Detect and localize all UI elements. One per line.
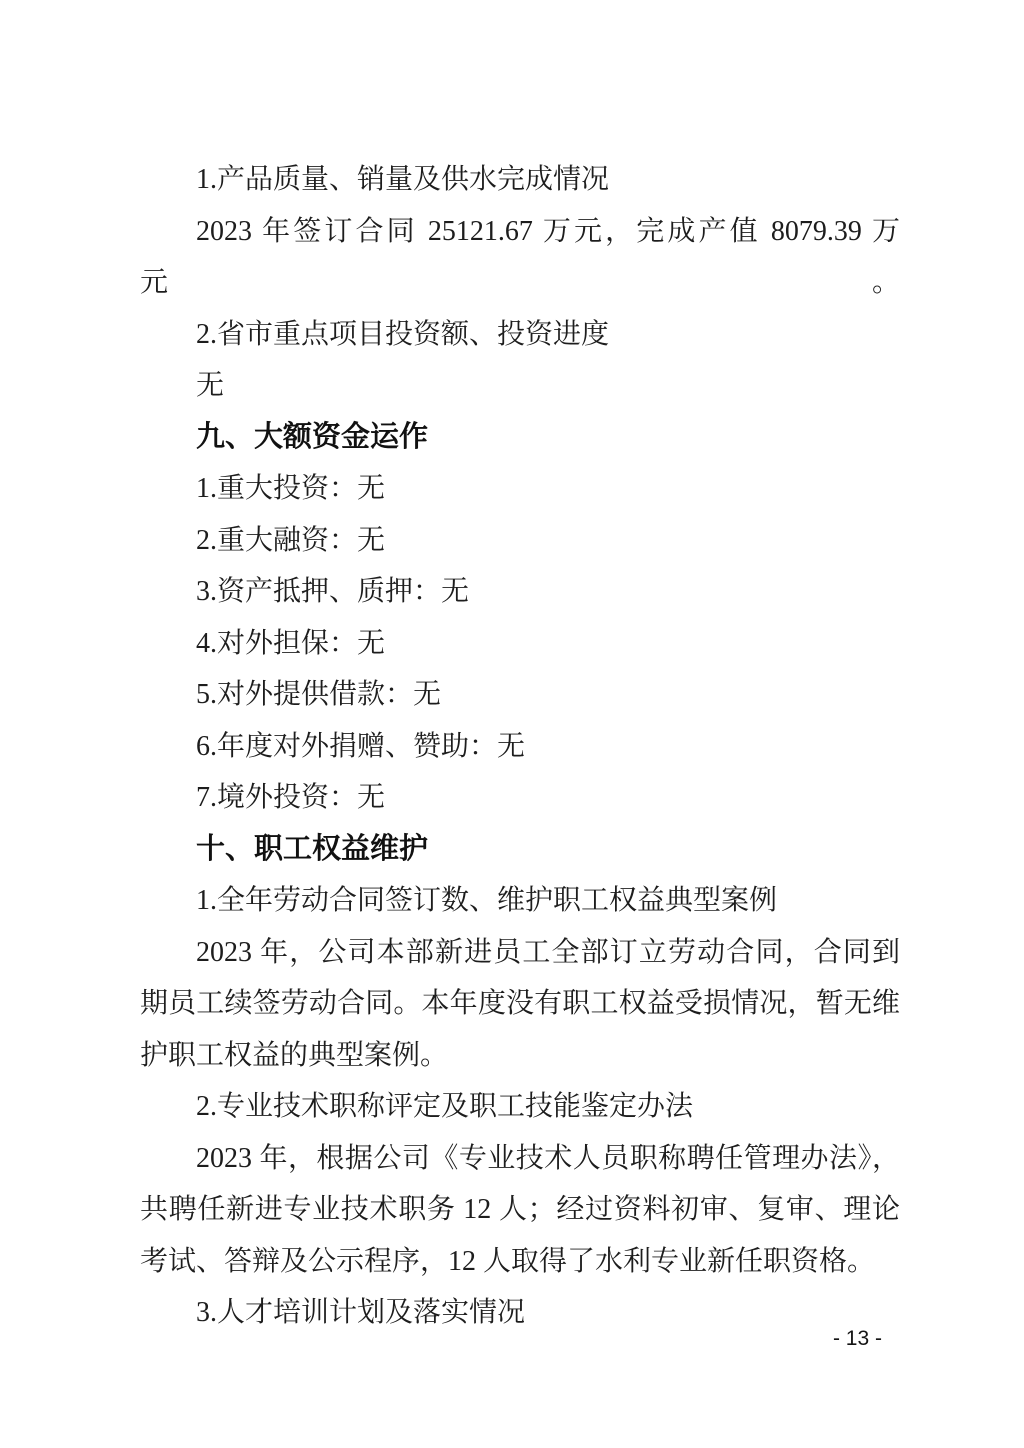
list-item: 1.重大投资：无 [196, 473, 386, 504]
paragraph-line: 考试、答辩及公示程序，12 人取得了水利专业新任职资格。 [140, 1245, 876, 1277]
section-heading: 十、职工权益维护 [196, 832, 429, 865]
paragraph-line: 2.专业技术职称评定及职工技能鉴定办法 [196, 1091, 694, 1122]
list-item: 6.年度对外捐赠、赞助：无 [196, 730, 526, 762]
list-item: 3.资产抵押、质押：无 [196, 576, 470, 607]
paragraph-line: 护职工权益的典型案例。 [140, 1039, 449, 1071]
paragraph-line: 期员工续签劳动合同。本年度没有职工权益受损情况，暂无维 [140, 988, 900, 1019]
list-item: 7.境外投资：无 [196, 782, 386, 813]
list-item: 2.重大融资：无 [196, 524, 386, 556]
paragraph-line: 1.产品质量、销量及供水完成情况 [196, 164, 610, 195]
paragraph-line: 1.全年劳动合同签订数、维护职工权益典型案例 [196, 885, 778, 916]
paragraph-line: 2.省市重点项目投资额、投资进度 [196, 318, 610, 350]
paragraph-line: 2023 年，根据公司《专业技术人员职称聘任管理办法》， [196, 1142, 900, 1174]
list-item: 4.对外担保：无 [196, 627, 386, 659]
section-heading: 九、大额资金运作 [196, 420, 429, 453]
page-number: - 13 - [832, 1327, 882, 1350]
paragraph-line: 2023 年，公司本部新进员工全部订立劳动合同，合同到 [196, 936, 900, 968]
paragraph-line: 2023 年签订合同 25121.67 万元，完成产值 8079.39 万元。 [140, 215, 900, 298]
document-body [140, 154, 900, 1339]
paragraph-line: 共聘任新进专业技术职务 12 人；经过资料初审、复审、理论 [140, 1194, 900, 1225]
list-item: 5.对外提供借款：无 [196, 679, 442, 710]
paragraph-line: 无 [196, 370, 225, 401]
paragraph-line: 3.人才培训计划及落实情况 [196, 1297, 526, 1328]
